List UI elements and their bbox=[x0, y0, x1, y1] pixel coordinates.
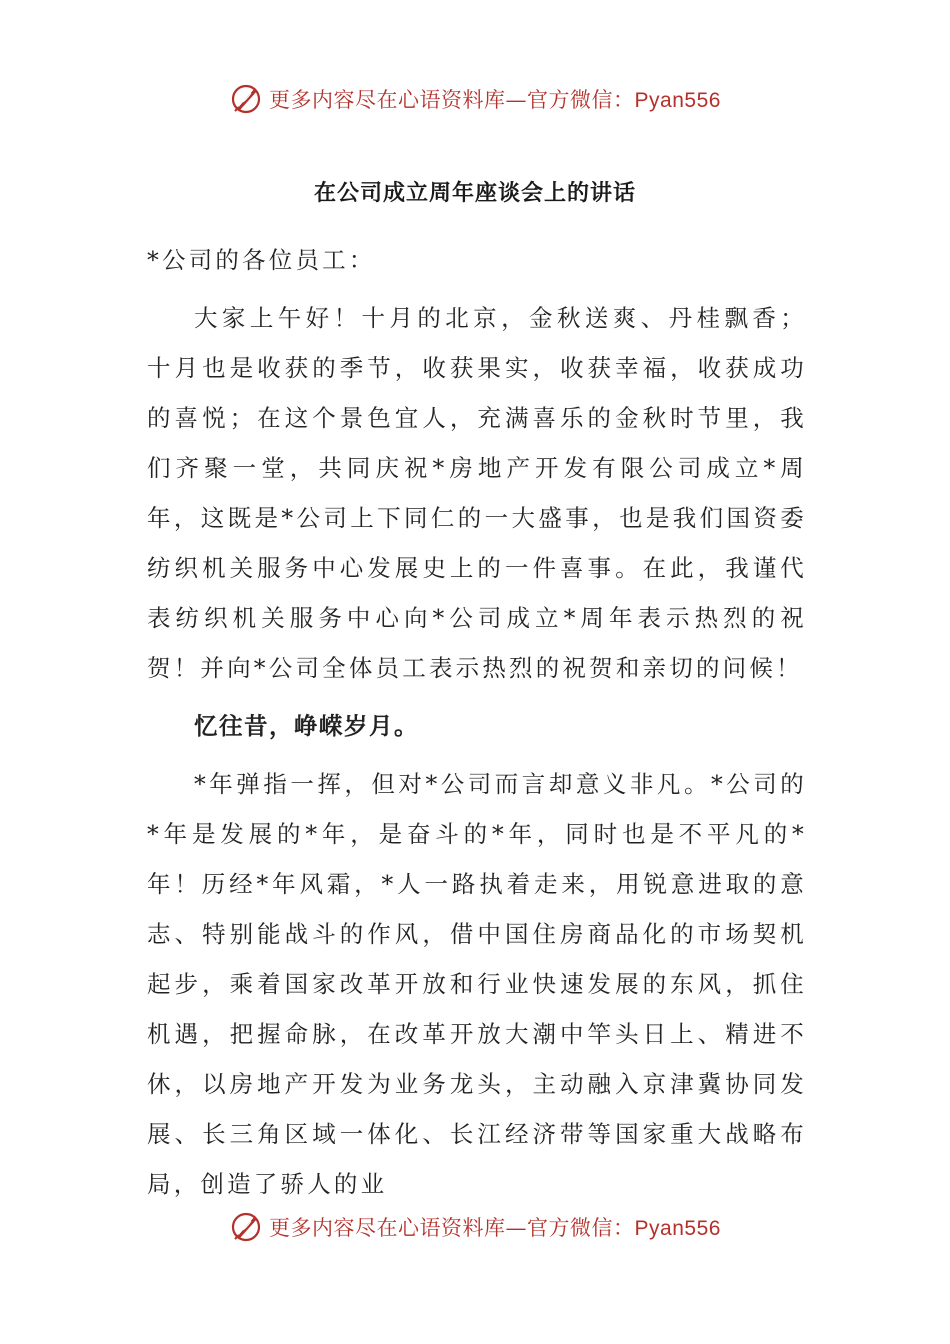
wechat-id: Pyan556 bbox=[634, 89, 721, 112]
paragraph-1: 大家上午好！十月的北京，金秋送爽、丹桂飘香；十月也是收获的季节，收获果实，收获幸福，收获成功的喜悦；在这个景色宜人，充满喜乐的金秋时节里，我们齐聚一堂，共同庆祝*房地产开发有限公司成立*周年，这既是*公司上下同仁的一大盛事，也是我们国资委纺织机关服务中心发展史上的一件喜事。在此，我谨代表纺织机关服务中心向*公司成立*周年表示热烈的祝贺！并向*公司全体员工表示热烈的祝贺和亲切的问候！ bbox=[147, 304, 807, 682]
section-heading: 忆往昔，峥嵘岁月。 bbox=[194, 712, 419, 740]
banner-text: 更多内容尽在心语资料库—官方微信：Pyan556 bbox=[269, 88, 721, 112]
quill-pen-logo-icon bbox=[229, 82, 263, 116]
paragraph-2: *年弹指一挥，但对*公司而言却意义非凡。*公司的*年是发展的*年，是奋斗的*年，同时也是不平凡的*年！历经*年风霜，*人一路执着走来，用锐意进取的意志、特别能战斗的作风，借中国住房商品化的市场契机起步，乘着国家改革开放和行业快速发展的东风，抓住机遇，把握命脉，在改革开放大潮中竿头日上、精进不休，以房地产开发为业务龙头，主动融入京津冀协同发展、长三角区域一体化、长江经济带等国家重大战略布局，创造了骄人的业 bbox=[147, 770, 807, 1198]
quill-pen-logo-icon bbox=[229, 1210, 263, 1244]
banner-text: 更多内容尽在心语资料库—官方微信：Pyan556 bbox=[269, 1216, 721, 1240]
document-title: 在公司成立周年座谈会上的讲话 bbox=[313, 181, 636, 206]
footer-watermark-banner bbox=[0, 1210, 950, 1244]
document-body bbox=[147, 235, 807, 1209]
greeting-line: *公司的各位员工： bbox=[147, 246, 376, 274]
header-watermark-banner bbox=[0, 82, 950, 116]
wechat-id: Pyan556 bbox=[634, 1217, 721, 1240]
